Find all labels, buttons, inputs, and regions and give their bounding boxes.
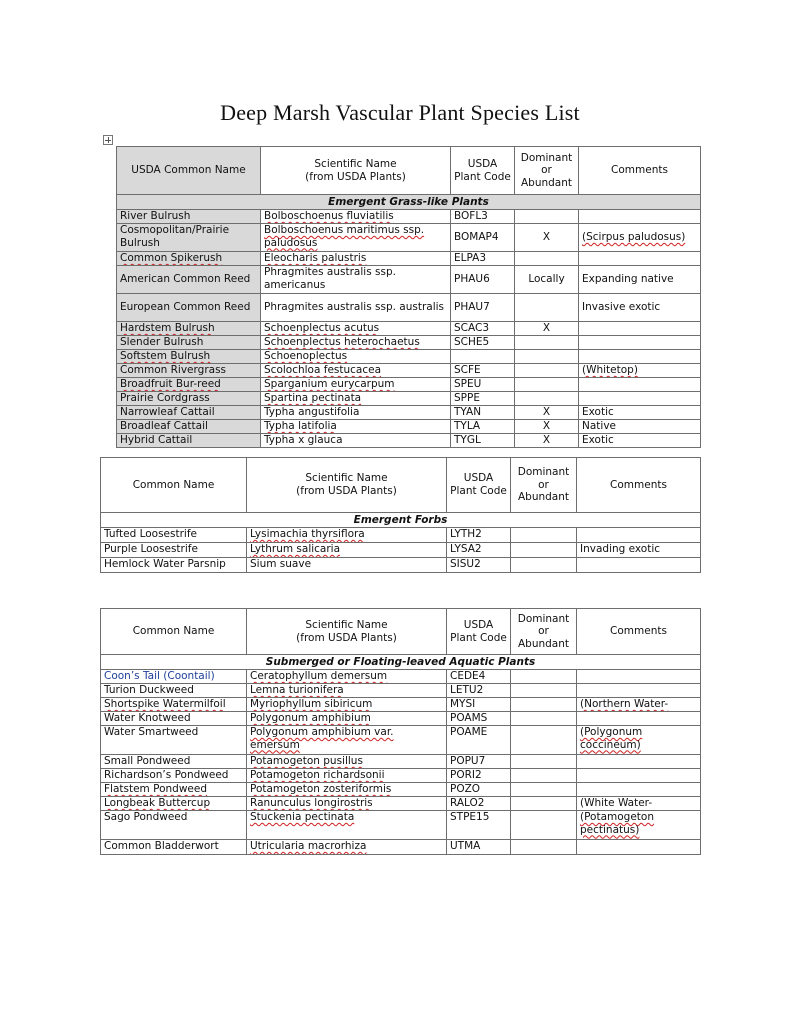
table-row — [101, 840, 701, 855]
dominant-mark — [511, 698, 577, 712]
common-name: Broadfruit Bur-reed — [117, 378, 261, 392]
scientific-name: Sparganium eurycarpum — [261, 378, 451, 392]
comment — [579, 392, 701, 406]
header-common-name: Common Name — [101, 609, 247, 655]
dominant-mark — [511, 811, 577, 840]
common-name: Sago Pondweed — [101, 811, 247, 840]
header-dominant: Dominant or Abundant — [511, 458, 577, 513]
common-name: Hybrid Cattail — [117, 434, 261, 448]
table-row — [117, 266, 701, 294]
comment: (White Water- — [577, 797, 701, 811]
scientific-name: Myriophyllum sibiricum — [247, 698, 447, 712]
comment — [579, 350, 701, 364]
comment — [577, 528, 701, 543]
scientific-name: Sium suave — [247, 558, 447, 573]
plant-code: POAMS — [447, 712, 511, 726]
header-plant-code: USDA Plant Code — [451, 147, 515, 195]
common-name: Longbeak Buttercup — [101, 797, 247, 811]
comment: (Northern Water- — [577, 698, 701, 712]
common-name: Softstem Bulrush — [117, 350, 261, 364]
table-row — [101, 769, 701, 783]
dominant-mark: Locally — [515, 266, 579, 294]
comment — [579, 322, 701, 336]
dominant-mark: X — [515, 224, 579, 252]
dominant-mark — [511, 726, 577, 755]
table-row — [101, 543, 701, 558]
comment — [577, 684, 701, 698]
emergent-grass-like-table — [116, 146, 701, 448]
comment: Exotic — [579, 406, 701, 420]
comment — [577, 755, 701, 769]
scientific-name: Potamogeton richardsonii — [247, 769, 447, 783]
table-row — [101, 670, 701, 684]
table-row — [117, 420, 701, 434]
comment: Invading exotic — [577, 543, 701, 558]
comment — [577, 558, 701, 573]
plant-code: SPEU — [451, 378, 515, 392]
comment — [577, 769, 701, 783]
dominant-mark — [511, 783, 577, 797]
scientific-name: Lemna turionifera — [247, 684, 447, 698]
submerged-aquatic-table — [100, 608, 701, 855]
header-common-name: USDA Common Name — [117, 147, 261, 195]
header-comments: Comments — [577, 458, 701, 513]
scientific-name: Ceratophyllum demersum — [247, 670, 447, 684]
common-name: Turion Duckweed — [101, 684, 247, 698]
plant-code: PHAU7 — [451, 294, 515, 322]
dominant-mark — [511, 769, 577, 783]
scientific-name: Potamogeton zosteriformis — [247, 783, 447, 797]
table-row — [101, 783, 701, 797]
dominant-mark — [511, 755, 577, 769]
scientific-name: Ranunculus longirostris — [247, 797, 447, 811]
table-row — [117, 406, 701, 420]
common-name: American Common Reed — [117, 266, 261, 294]
comment: (Whitetop) — [579, 364, 701, 378]
dominant-mark — [515, 336, 579, 350]
common-name: Flatstem Pondweed — [101, 783, 247, 797]
scientific-name: Potamogeton pusillus — [247, 755, 447, 769]
plant-code: CEDE4 — [447, 670, 511, 684]
plant-code: LYTH2 — [447, 528, 511, 543]
plant-code: POPU7 — [447, 755, 511, 769]
comment: Exotic — [579, 434, 701, 448]
comment: (Scirpus paludosus) — [579, 224, 701, 252]
header-dominant: Dominant or Abundant — [515, 147, 579, 195]
scientific-name: Lythrum salicaria — [247, 543, 447, 558]
plant-code: SCHE5 — [451, 336, 515, 350]
plant-code: SCAC3 — [451, 322, 515, 336]
dominant-mark — [515, 252, 579, 266]
table-row — [101, 811, 701, 840]
comment — [577, 840, 701, 855]
dominant-mark: X — [515, 406, 579, 420]
comment: (Potamogeton pectinatus) — [577, 811, 701, 840]
table-row — [117, 364, 701, 378]
plant-code: LYSA2 — [447, 543, 511, 558]
plant-code: BOFL3 — [451, 210, 515, 224]
table-row — [117, 224, 701, 252]
dominant-mark: X — [515, 420, 579, 434]
dominant-mark — [511, 684, 577, 698]
table-row — [117, 392, 701, 406]
dominant-mark — [515, 294, 579, 322]
table-row — [101, 755, 701, 769]
comment: Expanding native — [579, 266, 701, 294]
common-name: Slender Bulrush — [117, 336, 261, 350]
scientific-name: Bolboschoenus maritimus ssp. paludosus — [261, 224, 451, 252]
scientific-name: Schoenplectus heterochaetus — [261, 336, 451, 350]
plant-code: UTMA — [447, 840, 511, 855]
table-row — [117, 210, 701, 224]
dominant-mark — [511, 528, 577, 543]
common-name: River Bulrush — [117, 210, 261, 224]
common-name: Common Bladderwort — [101, 840, 247, 855]
table-row — [101, 797, 701, 811]
plant-code: SCFE — [451, 364, 515, 378]
scientific-name: Phragmites australis ssp. australis — [261, 294, 451, 322]
dominant-mark — [515, 378, 579, 392]
header-scientific-name: Scientific Name (from USDA Plants) — [247, 609, 447, 655]
header-comments: Comments — [577, 609, 701, 655]
common-name: Hardstem Bulrush — [117, 322, 261, 336]
comment — [579, 378, 701, 392]
comment: Invasive exotic — [579, 294, 701, 322]
scientific-name: Scolochloa festucacea — [261, 364, 451, 378]
comment — [579, 336, 701, 350]
plant-code: BOMAP4 — [451, 224, 515, 252]
plant-code: TYGL — [451, 434, 515, 448]
plant-code: ELPA3 — [451, 252, 515, 266]
plant-code: POZO — [447, 783, 511, 797]
common-name: Purple Loosestrife — [101, 543, 247, 558]
plant-code: STPE15 — [447, 811, 511, 840]
dominant-mark — [511, 712, 577, 726]
plant-code: POAME — [447, 726, 511, 755]
common-name: Coon’s Tail (Coontail) — [101, 670, 247, 684]
plant-code: SPPE — [451, 392, 515, 406]
page-title: Deep Marsh Vascular Plant Species List — [220, 100, 580, 125]
scientific-name: Stuckenia pectinata — [247, 811, 447, 840]
table-row — [117, 434, 701, 448]
common-name: European Common Reed — [117, 294, 261, 322]
comment — [577, 783, 701, 797]
header-plant-code: USDA Plant Code — [447, 458, 511, 513]
table-row — [101, 726, 701, 755]
scientific-name: Typha angustifolia — [261, 406, 451, 420]
dominant-mark: X — [515, 434, 579, 448]
comment — [577, 712, 701, 726]
table-row — [101, 712, 701, 726]
header-comments: Comments — [579, 147, 701, 195]
dominant-mark — [511, 670, 577, 684]
table-row — [117, 252, 701, 266]
common-name: Water Knotweed — [101, 712, 247, 726]
dominant-mark — [511, 543, 577, 558]
scientific-name: Typha x glauca — [261, 434, 451, 448]
common-name: Hemlock Water Parsnip — [101, 558, 247, 573]
table-row — [101, 528, 701, 543]
plant-code: MYSI — [447, 698, 511, 712]
comment: Native — [579, 420, 701, 434]
comment — [577, 670, 701, 684]
category-row: Emergent Grass-like Plants — [117, 195, 701, 210]
plant-code: TYLA — [451, 420, 515, 434]
dominant-mark: X — [515, 322, 579, 336]
table-row — [101, 558, 701, 573]
common-name: Narrowleaf Cattail — [117, 406, 261, 420]
scientific-name: Polygonum amphibium var. emersum — [247, 726, 447, 755]
scientific-name: Eleocharis palustris — [261, 252, 451, 266]
plant-code: RALO2 — [447, 797, 511, 811]
common-name: Water Smartweed — [101, 726, 247, 755]
comment — [579, 210, 701, 224]
plant-code: SISU2 — [447, 558, 511, 573]
emergent-forbs-table — [100, 457, 701, 573]
header-scientific-name: Scientific Name (from USDA Plants) — [247, 458, 447, 513]
scientific-name: Phragmites australis ssp. americanus — [261, 266, 451, 294]
scientific-name: Lysimachia thyrsiflora — [247, 528, 447, 543]
header-plant-code: USDA Plant Code — [447, 609, 511, 655]
comment — [579, 252, 701, 266]
table-row — [117, 336, 701, 350]
plant-code: PHAU6 — [451, 266, 515, 294]
plant-code: PORI2 — [447, 769, 511, 783]
scientific-name: Schoenplectus acutus — [261, 322, 451, 336]
scientific-name: Bolboschoenus fluviatilis — [261, 210, 451, 224]
common-name: Broadleaf Cattail — [117, 420, 261, 434]
scientific-name: Typha latifolia — [261, 420, 451, 434]
table-row — [117, 378, 701, 392]
dominant-mark — [511, 797, 577, 811]
common-name: Common Rivergrass — [117, 364, 261, 378]
comment: (Polygonum coccineum) — [577, 726, 701, 755]
plant-code: LETU2 — [447, 684, 511, 698]
dominant-mark — [511, 558, 577, 573]
table-row — [101, 698, 701, 712]
plant-code — [451, 350, 515, 364]
dominant-mark — [515, 364, 579, 378]
table-row — [117, 350, 701, 364]
scientific-name: Utricularia macrorhiza — [247, 840, 447, 855]
common-name: Richardson’s Pondweed — [101, 769, 247, 783]
table-row — [117, 294, 701, 322]
dominant-mark — [515, 350, 579, 364]
scientific-name: Schoenoplectus — [261, 350, 451, 364]
plant-code: TYAN — [451, 406, 515, 420]
scientific-name: Polygonum amphibium — [247, 712, 447, 726]
common-name: Prairie Cordgrass — [117, 392, 261, 406]
common-name: Cosmopolitan/Prairie Bulrush — [117, 224, 261, 252]
header-common-name: Common Name — [101, 458, 247, 513]
table-row — [101, 684, 701, 698]
category-row: Submerged or Floating-leaved Aquatic Plants — [101, 655, 701, 670]
dominant-mark — [515, 210, 579, 224]
common-name: Common Spikerush — [117, 252, 261, 266]
dominant-mark — [511, 840, 577, 855]
common-name: Tufted Loosestrife — [101, 528, 247, 543]
header-scientific-name: Scientific Name (from USDA Plants) — [261, 147, 451, 195]
category-row: Emergent Forbs — [101, 513, 701, 528]
table-row — [117, 322, 701, 336]
common-name: Small Pondweed — [101, 755, 247, 769]
scientific-name: Spartina pectinata — [261, 392, 451, 406]
header-dominant: Dominant or Abundant — [511, 609, 577, 655]
dominant-mark — [515, 392, 579, 406]
common-name: Shortspike Watermilfoil — [101, 698, 247, 712]
table-move-handle-icon[interactable] — [103, 135, 113, 145]
